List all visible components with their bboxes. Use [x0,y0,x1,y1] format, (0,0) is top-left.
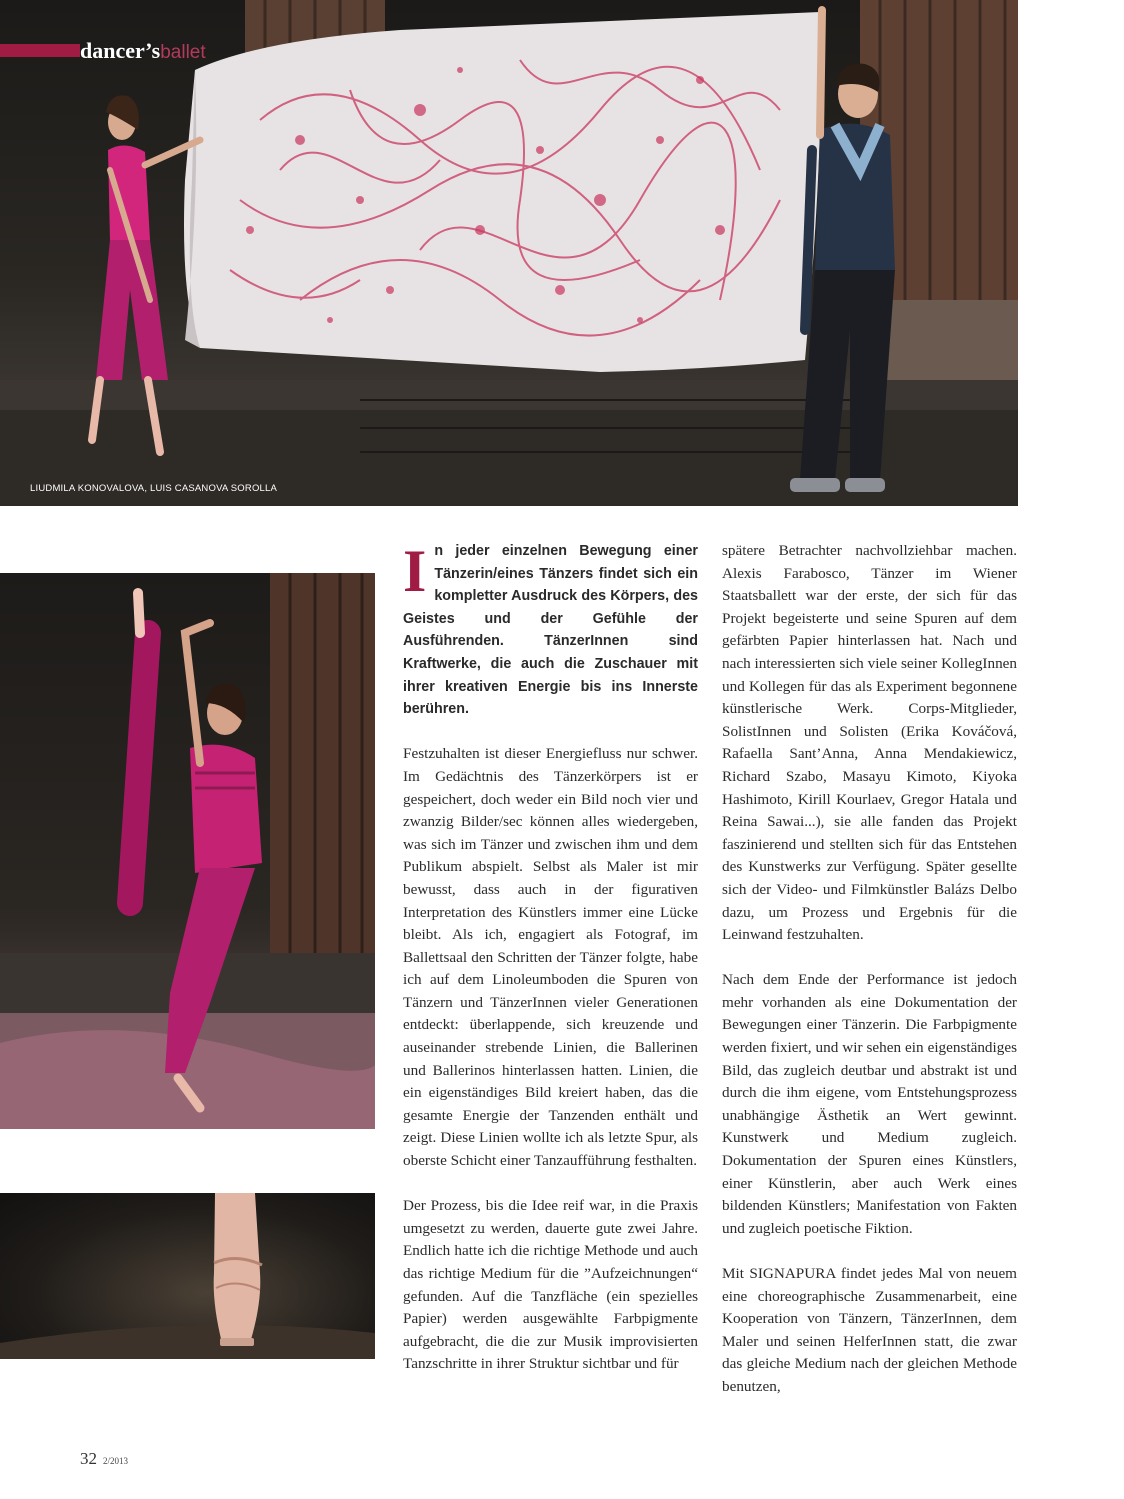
hero-photo [0,0,1018,506]
hero-caption: LIUDMILA KONOVALOVA, LUIS CASANOVA SOROLLA [30,483,278,494]
header-accent-bar [0,44,80,57]
dancer-stretch-photo [0,573,375,1129]
issue-number: 2/2013 [103,1456,129,1466]
pointe-shoe-illustration [0,1193,375,1359]
lead-paragraph [403,540,698,721]
body-paragraph-2: Der Prozess, bis die Idee reif war, in die Praxis umgesetzt zu werden, dauerte gute zwei Jahre. Endlich hatte ich die richtige Methode und auch das richtige Medium für die ”Aufzeichnungen“ gefunden. Auf die Tanzfläche (ein spezielles Papier) werden ausgewählte Farbpigmente aufgebracht, die die zur Musik improvisierten Tanzschritte in ihrer Struktur sichtbar und für [403,1197,698,1373]
header-word-dancers: dancer’s [80,38,161,63]
article-column-1 [403,540,698,1376]
body-paragraph-5: Mit SIGNAPURA findet jedes Mal von neuem eine choreographische Zusammenarbeit, eine Kooperation von Tänzern, TänzerInnen, dem Maler und seinen HelferInnen statt, die zwar das gleiche Medium nach der gleichen Methode benutzen, [722,1265,1017,1395]
body-paragraph-3: spätere Betrachter nachvollziehbar machen. Alexis Farabosco, Tänzer im Wiener Staatsballett war der erste, der sich für das Projekt begeisterte und seine Spuren auf dem gefärbten Papier hinterlassen hat. Nach und nach interessierten sich viele seiner KollegInnen und Kollegen für das als Experiment begonnene künstlerische Werk. Corps-Mitglieder, SolistInnen und Solisten (Erika Kováčová, Rafaella Sant’Anna, Anna Mendakiewicz, Richard Szabo, Masayu Kimoto, Kiyoka Hashimoto, Kirill Kourlaev, Gregor Hatala und Reina Sawai...), sie alle fanden das Projekt faszinierend und stellten sich für das Entstehen des Kunstwerks zur Verfügung. Später gesellte sich der Video- und Filmkünstler Balázs Delbo dazu, um Prozess und Ergebnis für die Leinwand festzuhalten. [722,542,1017,944]
page-number: 32 [80,1449,97,1468]
article-column-2 [722,540,1017,1399]
magazine-header [80,38,206,66]
body-paragraph-4: Nach dem Ende der Performance ist jedoch mehr vorhanden als eine Dokumentation der Bewegungen einer Tänzerin. Die Farbpigmente werden fixiert, und wir sehen ein eigenständiges Bild, das zugleich deutbar und abstrakt ist und durch die ihm eigene, vom Entstehungsprozess unabhängige Ästhetik an Wert gewinnt. Kunstwerk und Medium zugleich. Dokumentation der Spuren eines Künstlers, einer Künstlerin, aber auch Werk eines bildenden Künstlers; Manifestation von Fakten und zugleich poetische Fiktion. [722,971,1017,1237]
page-folio [80,1449,128,1469]
hero-photo-illustration [0,0,1018,506]
dancer-stretch-illustration [0,573,375,1129]
drop-cap: I [403,538,427,604]
lead-text: n jeder einzelnen Bewegung einer Tänzerin/eines Tänzers findet sich ein kompletter Ausdruck des Körpers, des Geistes und der Gefühle der Ausführenden. TänzerInnen sind Kraftwerke, die auch die Zuschauer mit ihrer kreativen Energie bis ins Innerste berühren. [403,543,698,718]
body-paragraph-1: Festzuhalten ist dieser Energiefluss nur schwer. Im Gedächtnis des Tänzerkörpers ist er gespeichert, doch weder ein Bild noch vier und zwanzig Bilder/sec können alles wiedergeben, was sich im Tänzer und zwischen ihm und dem Publikum abspielt. Selbst als Maler ist mir bewusst, dass auch in der figurativen Interpretation des Künstlers immer eine Lücke bleibt. Als ich, engagiert als Fotograf, im Ballettsaal den Schritten der Tänzer folgte, habe ich auf dem Linoleumboden die Spuren von Tänzern und TänzerInnen vieler Generationen entdeckt: überlappende, sich kreuzende und auseinander strebende Linien, die Ballerinen und Ballerinos hinterlassen hatten. Linien, die ein eigenständiges Bild kreiert haben, das die gesamte Energie der Tanzenden enthält und zeigt. Diese Linien wollte ich als letzte Spur, als oberste Schicht einer Tanzaufführung festhalten. [403,745,698,1170]
header-word-ballet: ballet [160,42,206,63]
pointe-shoe-photo [0,1193,375,1359]
